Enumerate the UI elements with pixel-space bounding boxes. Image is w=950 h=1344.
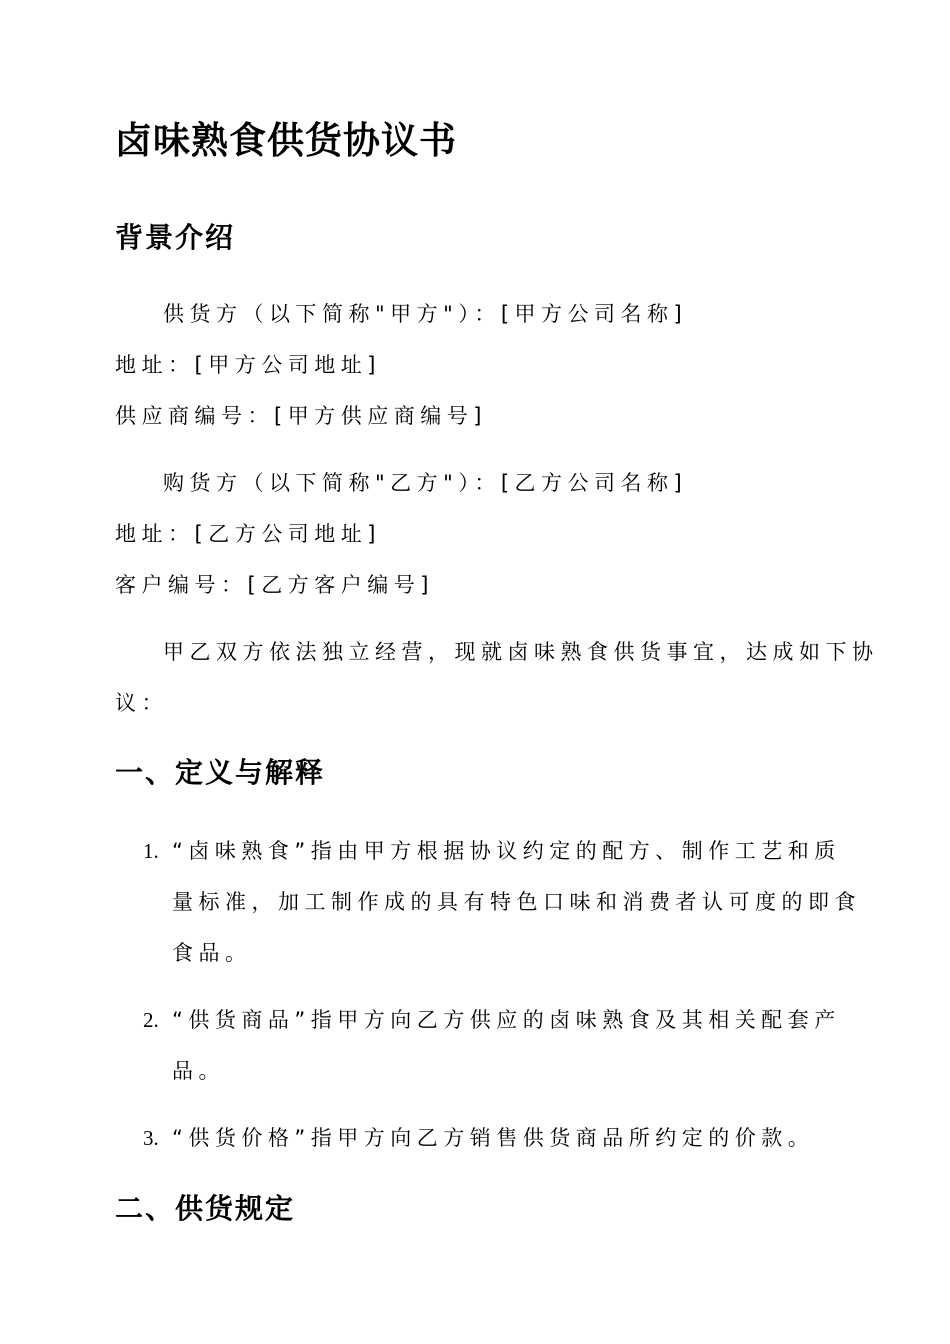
buyer-number: 客户编号：[乙方客户编号] <box>115 573 434 597</box>
list-item-number: 3. <box>143 1126 159 1150</box>
list-item-line: 食品。 <box>172 941 252 965</box>
intro-line-2: 议： <box>115 691 168 715</box>
list-item-number: 1. <box>143 839 159 863</box>
list-item-line: 品。 <box>172 1059 225 1083</box>
background-heading: 背景介绍 <box>115 221 236 254</box>
supplier-address: 地址：[甲方公司地址] <box>115 353 381 377</box>
buyer-address: 地址：[乙方公司地址] <box>115 522 381 546</box>
intro-line-1: 甲乙双方依法独立经营，现就卤味熟食供货事宜，达成如下协 <box>163 640 879 664</box>
section1-heading: 一、定义与解释 <box>115 756 326 789</box>
section2-heading: 二、供货规定 <box>115 1192 296 1225</box>
supplier-number: 供应商编号：[甲方供应商编号] <box>115 404 487 428</box>
list-item-line: “供货价格”指甲方向乙方销售供货商品所约定的价款。 <box>172 1126 815 1150</box>
list-item-line: 量标准，加工制作成的具有特色口味和消费者认可度的即食 <box>172 890 861 914</box>
list-item-number: 2. <box>143 1008 159 1032</box>
buyer-line: 购货方（以下简称"乙方"）：[乙方公司名称] <box>163 471 688 495</box>
list-item-line: “供货商品”指甲方向乙方供应的卤味熟食及其相关配套产 <box>172 1008 841 1032</box>
document-title: 卤味熟食供货协议书 <box>115 119 457 162</box>
supplier-line: 供货方（以下简称"甲方"）：[甲方公司名称] <box>163 302 688 326</box>
list-item-line: “卤味熟食”指由甲方根据协议约定的配方、制作工艺和质 <box>172 839 841 863</box>
